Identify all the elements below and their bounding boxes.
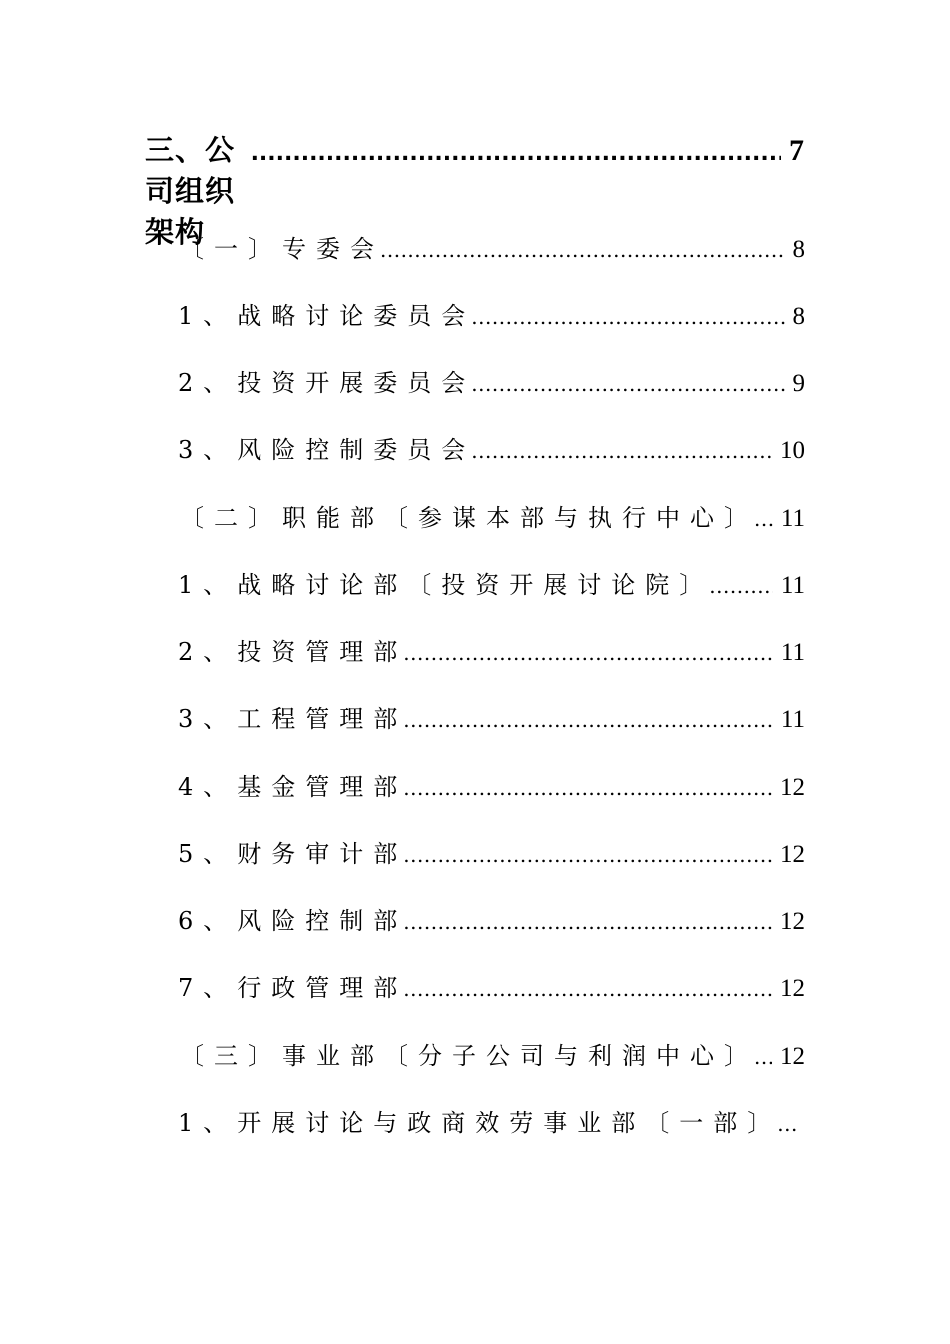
toc-entry-label: 〔三〕事业部〔分子公司与利润中心〕 bbox=[180, 1042, 758, 1070]
toc-entry-page-number: 12 bbox=[780, 774, 805, 801]
toc-entry-page-number: 11 bbox=[780, 706, 805, 733]
toc-leader-dots bbox=[403, 910, 772, 934]
toc-leader-dots bbox=[251, 141, 781, 166]
toc-leader-dots bbox=[754, 1045, 772, 1069]
toc-leader-dots bbox=[754, 507, 773, 531]
toc-leader-dots bbox=[471, 439, 772, 463]
toc-entry-label: 4、基金管理部 bbox=[178, 773, 408, 801]
toc-heading-page-number: 7 bbox=[789, 134, 805, 167]
toc-leader-dots bbox=[777, 1112, 797, 1136]
toc-entry-label: 6、风险控制部 bbox=[178, 907, 408, 935]
toc-entry[interactable] bbox=[178, 767, 805, 807]
toc-entry-page-number: 12 bbox=[780, 841, 805, 868]
toc-leader-dots bbox=[403, 708, 773, 732]
toc-leader-dots bbox=[471, 372, 784, 396]
toc-entry[interactable] bbox=[178, 430, 805, 470]
toc-entry-page-number: 12 bbox=[780, 908, 805, 935]
toc-entry[interactable] bbox=[180, 1036, 805, 1076]
toc-entry-page-number: 8 bbox=[792, 303, 805, 330]
toc-entry[interactable] bbox=[178, 565, 805, 605]
toc-leader-dots bbox=[709, 574, 773, 598]
toc-entry[interactable] bbox=[178, 834, 805, 874]
toc-entry-label: 〔二〕职能部〔参谋本部与执行中心〕 bbox=[180, 504, 758, 532]
toc-entry-page-number: 10 bbox=[780, 437, 805, 464]
toc-entry-page-number: 9 bbox=[792, 370, 805, 397]
toc-entry[interactable] bbox=[180, 498, 805, 538]
toc-entry-page-number: 12 bbox=[780, 1043, 805, 1070]
toc-entry-label: 2、投资开展委员会 bbox=[178, 369, 476, 397]
toc-entry-label: 1、战略讨论部〔投资开展讨论院〕 bbox=[178, 571, 714, 599]
toc-entry[interactable] bbox=[178, 901, 805, 941]
toc-entry-label: 〔一〕专委会 bbox=[180, 235, 384, 263]
toc-entry-label: 7、行政管理部 bbox=[178, 974, 408, 1002]
toc-entry-label: 2、投资管理部 bbox=[178, 638, 408, 666]
toc-entry[interactable] bbox=[178, 1103, 805, 1143]
toc-entry[interactable] bbox=[180, 229, 805, 269]
toc-leader-dots bbox=[403, 641, 773, 665]
toc-leader-dots bbox=[403, 776, 772, 800]
toc-entry-label: 1、开展讨论与政商效劳事业部〔一部〕 bbox=[178, 1109, 782, 1137]
toc-entry-page-number: 11 bbox=[780, 505, 805, 532]
toc-entry[interactable] bbox=[178, 968, 805, 1008]
toc-entry-label: 5、财务审计部 bbox=[178, 840, 408, 868]
toc-entry-page-number: 11 bbox=[780, 639, 805, 666]
toc-leader-dots bbox=[403, 977, 772, 1001]
toc-leader-dots bbox=[471, 305, 784, 329]
toc-heading-label: 三、公司组织架构 bbox=[145, 133, 236, 249]
toc-entry[interactable] bbox=[178, 363, 805, 403]
toc-entry[interactable] bbox=[178, 296, 805, 336]
toc-entry-label: 1、战略讨论委员会 bbox=[178, 302, 476, 330]
toc-entry-label: 3、工程管理部 bbox=[178, 705, 408, 733]
toc-leader-dots bbox=[403, 843, 772, 867]
toc-entry-page-number: 12 bbox=[780, 975, 805, 1002]
toc-entry[interactable] bbox=[178, 632, 805, 672]
toc-leader-dots bbox=[380, 238, 785, 262]
toc-entry-page-number: 8 bbox=[792, 236, 805, 263]
toc-entry[interactable] bbox=[178, 699, 805, 739]
toc-entry-page-number: 11 bbox=[780, 572, 805, 599]
toc-entry-label: 3、风险控制委员会 bbox=[178, 436, 476, 464]
